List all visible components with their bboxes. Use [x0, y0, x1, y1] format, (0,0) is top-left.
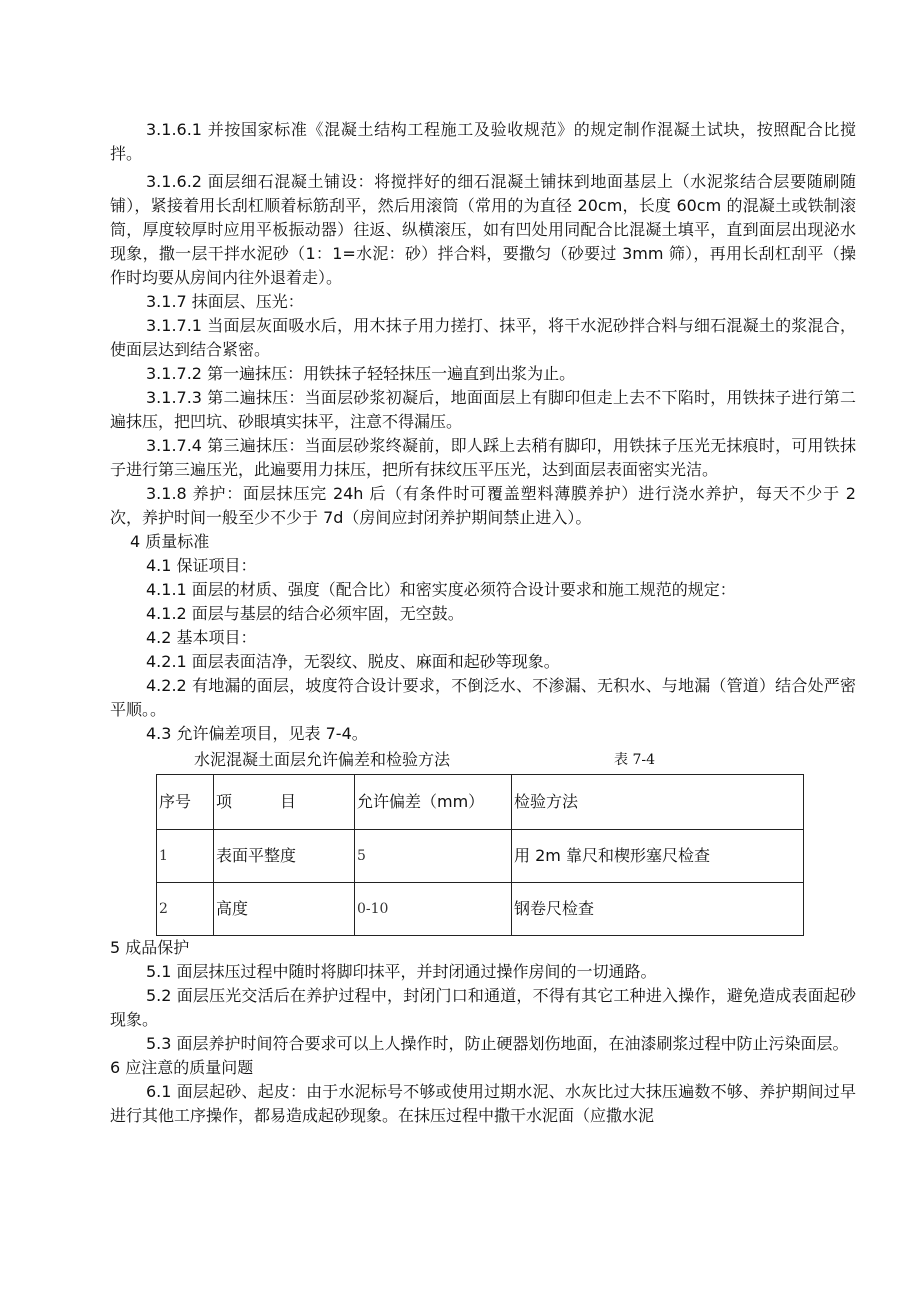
cell-tolerance: 5 [355, 830, 512, 883]
section-heading-6: 6 应注意的质量问题 [110, 1058, 254, 1077]
paragraph-3-1-7-2: 3.1.7.2 第一遍抹压：用铁抹子轻轻抹压一遍直到出浆为止。 [146, 364, 576, 383]
paragraph-3-1-7-3: 3.1.7.3 第二遍抹压：当面层砂浆初凝后，地面面层上有脚印但走上去不下陷时，用铁抹子进行第二遍抹压，把凹坑、砂眼填实抹平，注意不得漏压。 [110, 388, 856, 431]
cell-method: 钢卷尺检查 [512, 883, 804, 936]
paragraph-3-1-7-1: 3.1.7.1 当面层灰面吸水后，用木抹子用力搓打、抹平，将干水泥砂拌合料与细石混凝土的浆混合，使面层达到结合紧密。 [110, 316, 856, 359]
paragraph-4-2-1: 4.2.1 面层表面洁净，无裂纹、脱皮、麻面和起砂等现象。 [146, 652, 560, 671]
header-item: 项 目 [214, 775, 355, 830]
paragraph-3-1-7-4: 3.1.7.4 第三遍抹压：当面层砂浆终凝前，即人踩上去稍有脚印，用铁抹子压光无抹痕时，可用铁抹子进行第三遍压光，此遍要用力抹压，把所有抹纹压平压光，达到面层表面密实光洁。 [110, 436, 856, 479]
cell-method: 用 2m 靠尺和楔形塞尺检查 [512, 830, 804, 883]
header-index: 序号 [157, 775, 214, 830]
cell-tolerance: 0-10 [355, 883, 512, 936]
tolerance-table [156, 774, 804, 936]
paragraph-4-2-2: 4.2.2 有地漏的面层，坡度符合设计要求，不倒泛水、不渗漏、无积水、与地漏（管道）结合处严密平顺。。 [110, 676, 856, 719]
table-title: 水泥混凝土面层允许偏差和检验方法 [194, 750, 451, 769]
table-row [157, 883, 804, 936]
paragraph-6-1: 6.1 面层起砂、起皮：由于水泥标号不够或使用过期水泥、水灰比过大抹压遍数不够、养护期间过早进行其他工序操作，都易造成起砂现象。在抹压过程中撒干水泥面（应撒水泥 [110, 1082, 856, 1125]
table-caption [110, 748, 856, 774]
header-method: 检验方法 [512, 775, 804, 830]
table-number: 表 7-4 [614, 752, 655, 768]
paragraph-4-1-1: 4.1.1 面层的材质、强度（配合比）和密实度必须符合设计要求和施工规范的规定： [146, 580, 736, 599]
paragraph-4-1: 4.1 保证项目： [146, 556, 257, 575]
paragraph-4-2: 4.2 基本项目： [146, 628, 257, 647]
header-tolerance: 允许偏差（mm） [355, 775, 512, 830]
section-heading-5: 5 成品保护 [110, 938, 190, 957]
section-heading-4: 4 质量标准 [130, 532, 210, 551]
cell-index: 1 [157, 830, 214, 883]
cell-item: 高度 [214, 883, 355, 936]
table-header-row [157, 775, 804, 830]
paragraph-3-1-6-1: 3.1.6.1 并按国家标准《混凝土结构工程施工及验收规范》的规定制作混凝土试块，按照配合比搅拌。 [110, 120, 856, 163]
paragraph-5-2: 5.2 面层压光交活后在养护过程中，封闭门口和通道，不得有其它工种进入操作，避免造成表面起砂现象。 [110, 986, 856, 1029]
table-row [157, 830, 804, 883]
cell-item: 表面平整度 [214, 830, 355, 883]
cell-index: 2 [157, 883, 214, 936]
paragraph-4-3: 4.3 允许偏差项目，见表 7-4。 [146, 724, 368, 743]
document-page [110, 118, 856, 1128]
paragraph-4-1-2: 4.1.2 面层与基层的结合必须牢固，无空鼓。 [146, 604, 464, 623]
paragraph-3-1-7: 3.1.7 抹面层、压光： [146, 292, 304, 311]
paragraph-5-3: 5.3 面层养护时间符合要求可以上人操作时，防止硬器划伤地面，在油漆刷浆过程中防止污染面层。 [146, 1034, 849, 1053]
paragraph-3-1-6-2: 3.1.6.2 面层细石混凝土铺设：将搅拌好的细石混凝土铺抹到地面基层上（水泥浆结合层要随刷随铺），紧接着用长刮杠顺着标筋刮平，然后用滚筒（常用的为直径 20cm，长度 60cm 的混凝土或铁制滚筒，厚度较厚时应用平板振动器）往返、纵横滚压，如有凹处用同配合比混凝土填平，直到面层出现泌水现象，撒一层干拌水泥砂（1：1=水泥：砂）拌合料，要撒匀（砂要过 3mm 筛），再用长刮杠刮平（操作时均要从房间内往外退着走）。 [110, 172, 856, 287]
paragraph-5-1: 5.1 面层抹压过程中随时将脚印抹平，并封闭通过操作房间的一切通路。 [146, 962, 657, 981]
paragraph-3-1-8: 3.1.8 养护：面层抹压完 24h 后（有条件时可覆盖塑料薄膜养护）进行浇水养护，每天不少于 2 次，养护时间一般至少不少于 7d（房间应封闭养护期间禁止进入）。 [110, 484, 856, 527]
